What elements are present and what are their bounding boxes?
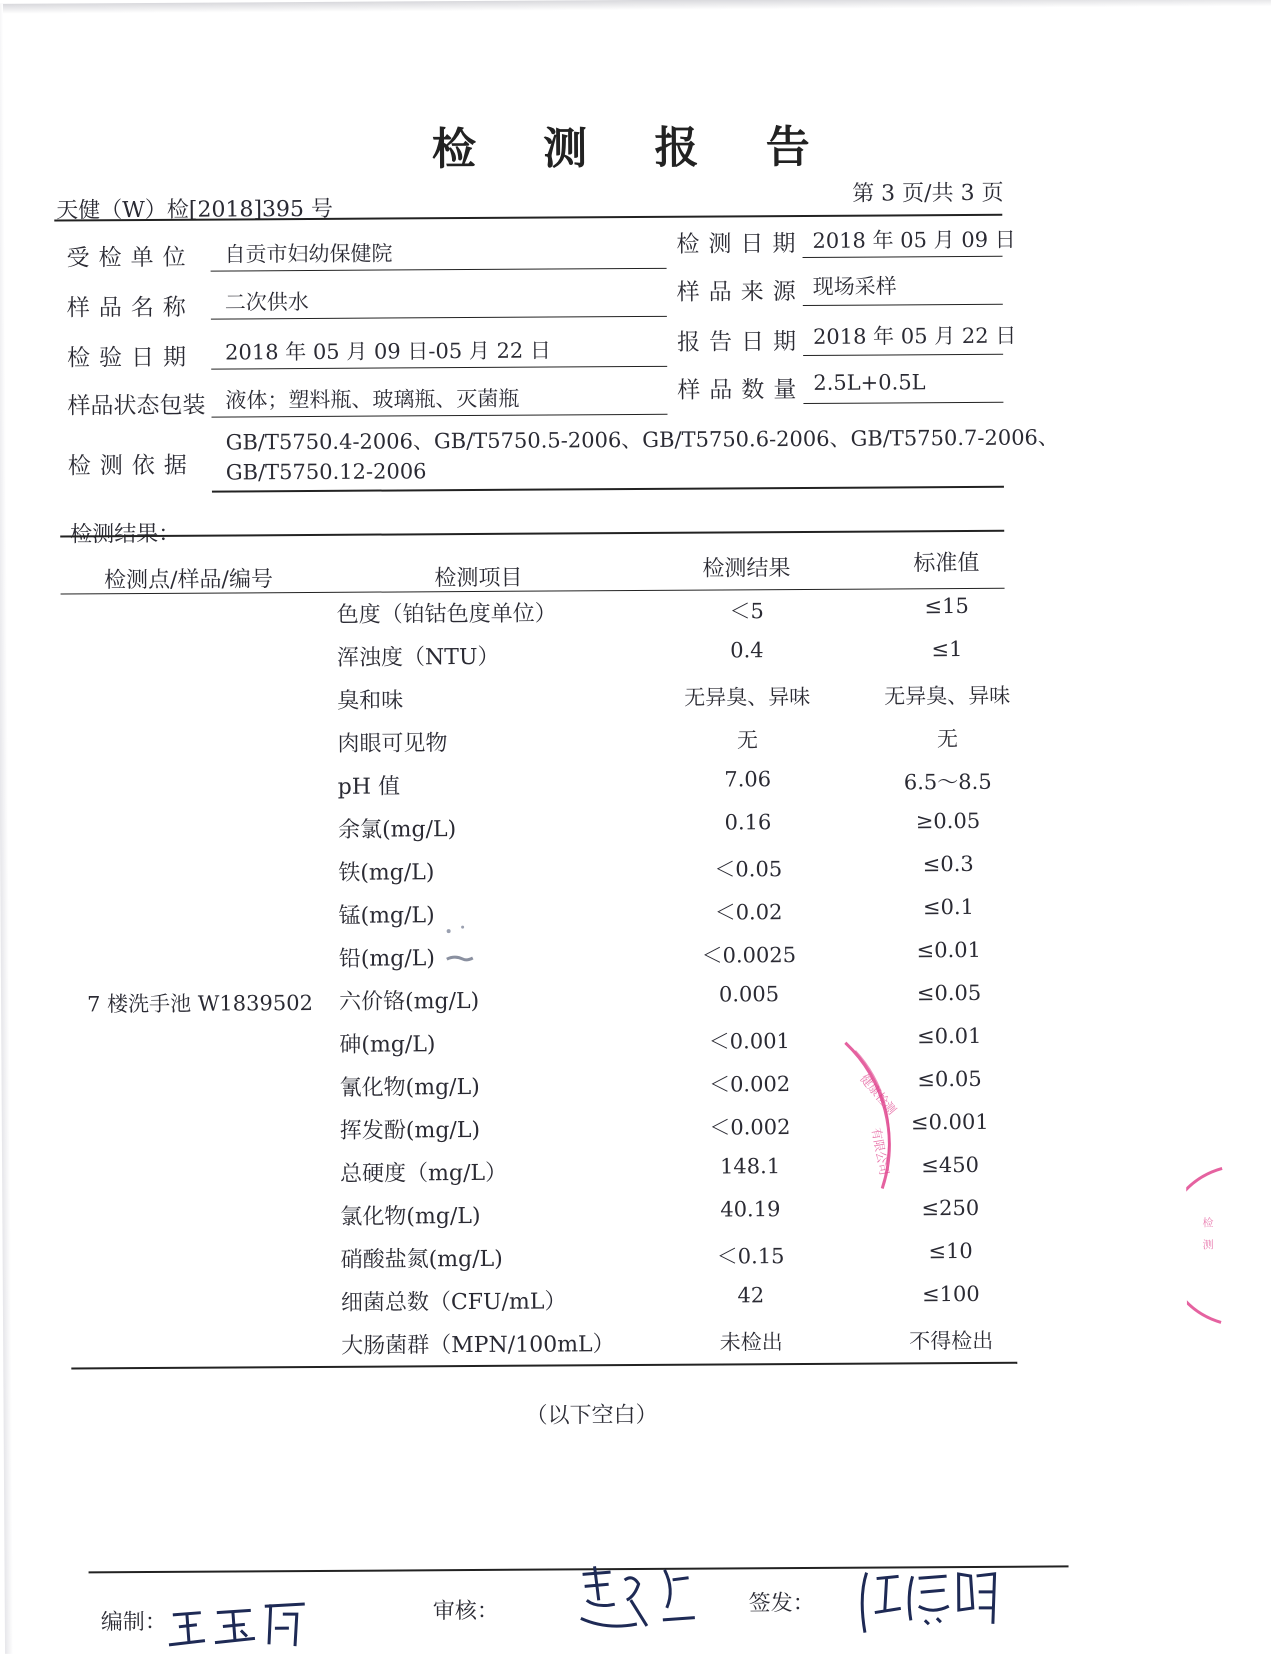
item-name: 大肠菌群（MPN/100mL） [341,1332,615,1359]
table-row [2,1151,1276,1202]
report-title: 检 测 报 告 [431,121,837,176]
table-row [2,1065,1276,1116]
sample-qty-label: 样品数量 [677,376,806,404]
item-result: 0.16 [724,810,772,835]
item-result: ＜0.002 [709,1115,791,1140]
basis-line-1: GB/T5750.4-2006、GB/T5750.5-2006、GB/T5750.6-2006、GB/T5750.7-2006、 [225,425,1059,455]
table-row [3,1280,1276,1331]
svg-text:检: 检 [1202,1216,1214,1230]
item-name: 六价铬(mg/L) [339,988,480,1015]
report-date-underline [803,354,1003,356]
client-underline [211,268,667,272]
item-standard: ≤100 [921,1281,980,1307]
seal-stamp-edge [1186,1166,1227,1326]
item-standard: ≤0.01 [917,1023,982,1049]
item-standard: ≤0.05 [916,980,982,1006]
item-result: ＜0.15 [716,1244,785,1269]
item-standard: ≤450 [921,1152,979,1178]
inspect-date-label: 检验日期 [67,344,196,372]
sample-name-value: 二次供水 [224,290,309,315]
report-date-value: 2018 年 05 月 22 日 [812,323,1017,349]
item-result: 42 [737,1283,765,1308]
item-name: 硝酸盐氮(mg/L) [340,1246,503,1273]
sample-source-value: 现场采样 [812,274,897,299]
table-row [2,1194,1276,1245]
table-row [1,936,1276,987]
reviewed-by-signature [576,1560,696,1641]
item-standard: ≤250 [921,1195,980,1221]
item-name: 氯化物(mg/L) [340,1203,481,1230]
item-result: 未检出 [719,1330,783,1355]
item-result: ＜0.02 [714,900,783,925]
results-title: 检测结果： [70,521,181,548]
item-name: 锰(mg/L) [338,903,435,929]
table-row [0,678,1275,729]
inspect-date-underline [211,366,667,370]
item-result: 无异臭、异味 [684,684,811,710]
item-standard: 无 [936,727,959,752]
item-name: 挥发酚(mg/L) [339,1117,481,1144]
item-name: pH 值 [337,774,401,800]
item-standard: ≤0.01 [916,937,982,963]
item-result: ＜0.05 [714,857,783,882]
sample-name-label: 样品名称 [66,294,195,322]
col-header-result: 检测结果 [702,556,791,582]
test-date-value: 2018 年 05 月 09 日 [812,227,1016,253]
test-date-underline [803,256,1003,258]
blank-below-note: （以下空白） [525,1402,658,1429]
item-standard: 不得检出 [909,1328,994,1354]
item-name: 总硬度（mg/L） [340,1160,508,1187]
table-row [0,850,1276,901]
scan-top-edge [0,0,1271,14]
item-name: 肉眼可见物 [337,731,448,757]
table-row [0,893,1276,944]
item-name: 氰化物(mg/L) [339,1074,480,1101]
sample-id: 7 楼洗手池 W1839502 [87,990,313,1017]
table-row [1,1022,1276,1073]
table-row [0,764,1276,815]
sample-name-underline [211,316,667,320]
svg-text:健康检测: 健康检测 [857,1071,900,1118]
item-standard: 无异臭、异味 [884,683,1011,709]
item-name: 臭和味 [337,688,404,714]
col-header-standard: 标准值 [913,550,980,577]
item-standard: ≤0.3 [922,851,974,877]
item-result: 0.4 [730,638,764,663]
page-number: 第 3 页/共 3 页 [852,180,1004,207]
item-standard: ≤1 [931,637,963,662]
basis-line-2: GB/T5750.12-2006 [225,459,427,485]
sample-state-value: 液体；塑料瓶、玻璃瓶、灭菌瓶 [225,386,520,413]
test-date-label: 检测日期 [676,230,805,258]
item-standard: ≤0.1 [922,894,975,920]
table-row [0,721,1276,772]
item-standard: ≤10 [928,1238,973,1264]
results-top-rule [60,530,1004,538]
prepared-by-signature [165,1592,315,1653]
item-name: 铁(mg/L) [338,860,435,886]
table-row [1,979,1276,1030]
item-name: 浑浊度（NTU） [336,644,500,671]
item-result: 148.1 [719,1154,781,1179]
inspect-date-value: 2018 年 05 月 09 日-05 月 22 日 [225,338,552,365]
col-header-sample: 检测点/样品/编号 [103,567,273,594]
item-result: ＜0.002 [708,1072,791,1097]
item-standard: ≥0.05 [915,808,981,834]
sample-state-label: 样品状态包装 [67,392,206,420]
svg-text:有限公司: 有限公司 [868,1126,892,1177]
seal-stamp-partial [841,1038,922,1198]
prepared-by-label: 编制： [100,1609,167,1636]
table-row [0,635,1275,686]
item-result: 0.005 [718,982,780,1007]
sample-source-label: 样品来源 [676,278,805,306]
col-header-item: 检测项目 [434,565,523,592]
svg-text:测: 测 [1202,1238,1214,1252]
issued-by-label: 签发： [748,1590,815,1617]
item-standard: ≤0.001 [910,1109,989,1135]
sample-source-underline [803,304,1003,306]
sample-state-underline [211,414,667,418]
issued-by-signature [855,1566,1005,1637]
item-name: 细菌总数（CFU/mL） [340,1289,567,1316]
table-row [2,1108,1276,1159]
item-name: 砷(mg/L) [339,1032,436,1058]
client-label: 受检单位 [66,244,195,272]
report-number: 天健（W）检[2018]395 号 [56,196,334,224]
scan-smudge [441,921,501,971]
item-standard: 6.5～8.5 [903,769,992,795]
item-result: 40.19 [720,1197,781,1222]
report-date-label: 报告日期 [676,328,806,356]
item-name: 色度（铂钴色度单位） [336,601,557,628]
reviewed-by-label: 审核： [432,1598,499,1625]
table-row [3,1237,1276,1288]
basis-label: 检测依据 [67,452,196,480]
sample-qty-underline [803,402,1003,404]
sample-qty-value: 2.5L+0.5L [813,370,926,395]
item-name: 铅(mg/L) [338,946,436,972]
item-name: 余氯(mg/L) [337,817,457,843]
item-result: ＜0.001 [708,1029,790,1054]
item-result: ＜0.0025 [701,943,797,968]
client-value: 自贡市妇幼保健院 [224,241,393,267]
item-result: 无 [736,728,759,753]
table-row [0,807,1276,858]
item-result: 7.06 [724,767,772,792]
item-standard: ≤0.05 [917,1066,982,1092]
item-standard: ≤15 [924,593,969,619]
basis-underline [212,486,1004,493]
item-result: ＜5 [729,599,764,624]
